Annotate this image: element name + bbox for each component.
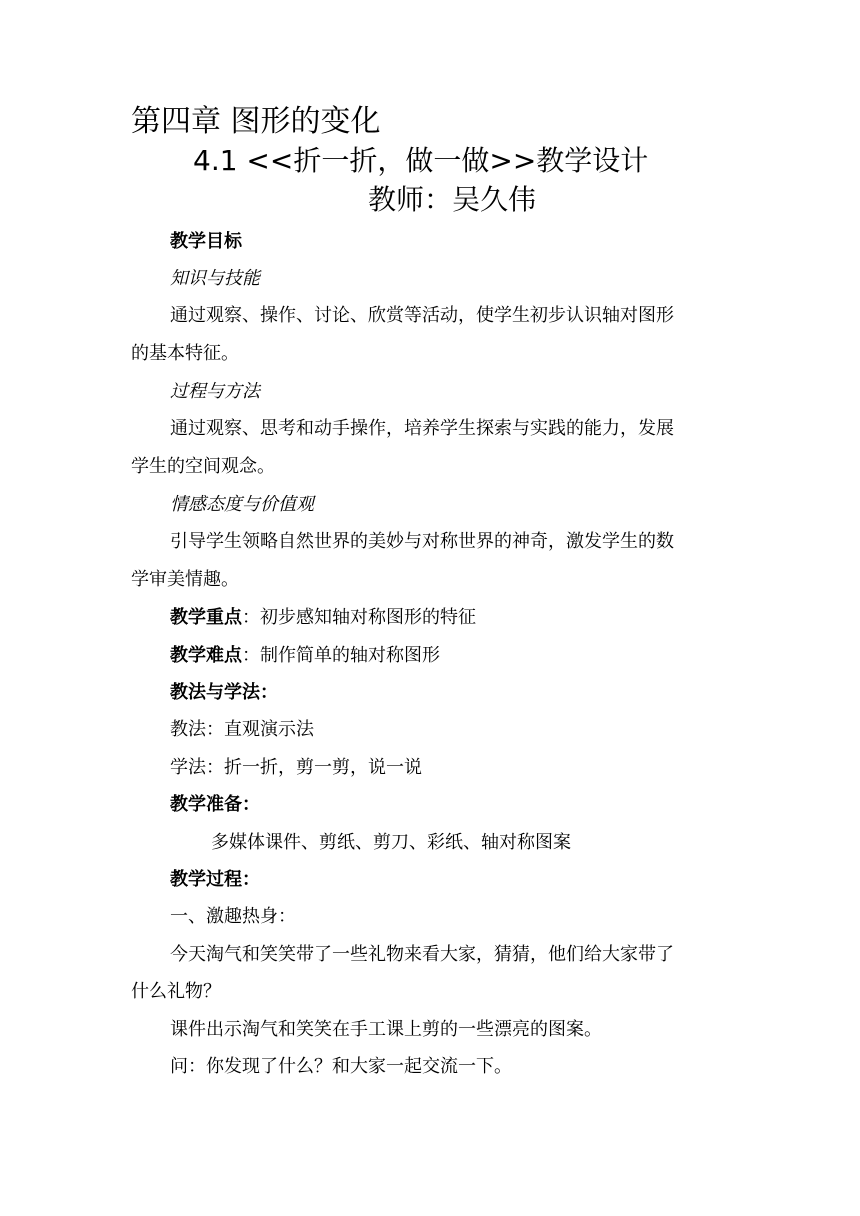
- process-heading: 过程与方法: [170, 381, 260, 402]
- emotion-heading: 情感态度与价值观: [170, 494, 314, 515]
- goals-heading: 教学目标: [170, 231, 242, 252]
- prep-heading: 教学准备：: [170, 794, 260, 815]
- difficulty-text: ：制作简单的轴对称图形: [242, 645, 440, 666]
- emotion-text-line1: 引导学生领略自然世界的美妙与对称世界的神奇，激发学生的数: [170, 531, 674, 552]
- procedure-p2: 课件出示淘气和笑笑在手工课上剪的一些漂亮的图案。: [170, 1019, 602, 1040]
- process-text-line2: 学生的空间观念。: [131, 456, 275, 477]
- procedure-p3: 问：你发现了什么？和大家一起交流一下。: [170, 1056, 512, 1077]
- process-text-line1: 通过观察、思考和动手操作，培养学生探索与实践的能力，发展: [170, 418, 674, 439]
- key-point: [170, 607, 476, 629]
- procedure-p1-line1: 今天淘气和笑笑带了一些礼物来看大家，猜猜，他们给大家带了: [170, 944, 674, 965]
- methods-heading: 教法与学法：: [170, 682, 278, 703]
- prep-text: 多媒体课件、剪纸、剪刀、彩纸、轴对称图案: [211, 832, 571, 853]
- key-point-label: 教学重点: [170, 607, 242, 628]
- chapter-heading: 第四章 图形的变化: [131, 104, 381, 139]
- procedure-heading: 教学过程：: [170, 869, 260, 890]
- difficulty-point: [170, 645, 440, 667]
- knowledge-heading: 知识与技能: [170, 268, 260, 289]
- learning-method: 学法：折一折，剪一剪，说一说: [170, 757, 422, 778]
- knowledge-text-line2: 的基本特征。: [131, 343, 239, 364]
- key-point-text: ：初步感知轴对称图形的特征: [242, 607, 476, 628]
- lesson-title: 4.1 <<折一折，做一做>>教学设计: [193, 144, 649, 177]
- emotion-text-line2: 学审美情趣。: [131, 569, 239, 590]
- difficulty-label: 教学难点: [170, 645, 242, 666]
- procedure-step1: 一、激趣热身：: [170, 906, 296, 927]
- procedure-p1-line2: 什么礼物？: [131, 981, 221, 1002]
- teacher-name: 教师：吴久伟: [368, 183, 537, 216]
- knowledge-text-line1: 通过观察、操作、讨论、欣赏等活动，使学生初步认识轴对图形: [170, 305, 674, 326]
- teaching-method: 教法：直观演示法: [170, 719, 314, 740]
